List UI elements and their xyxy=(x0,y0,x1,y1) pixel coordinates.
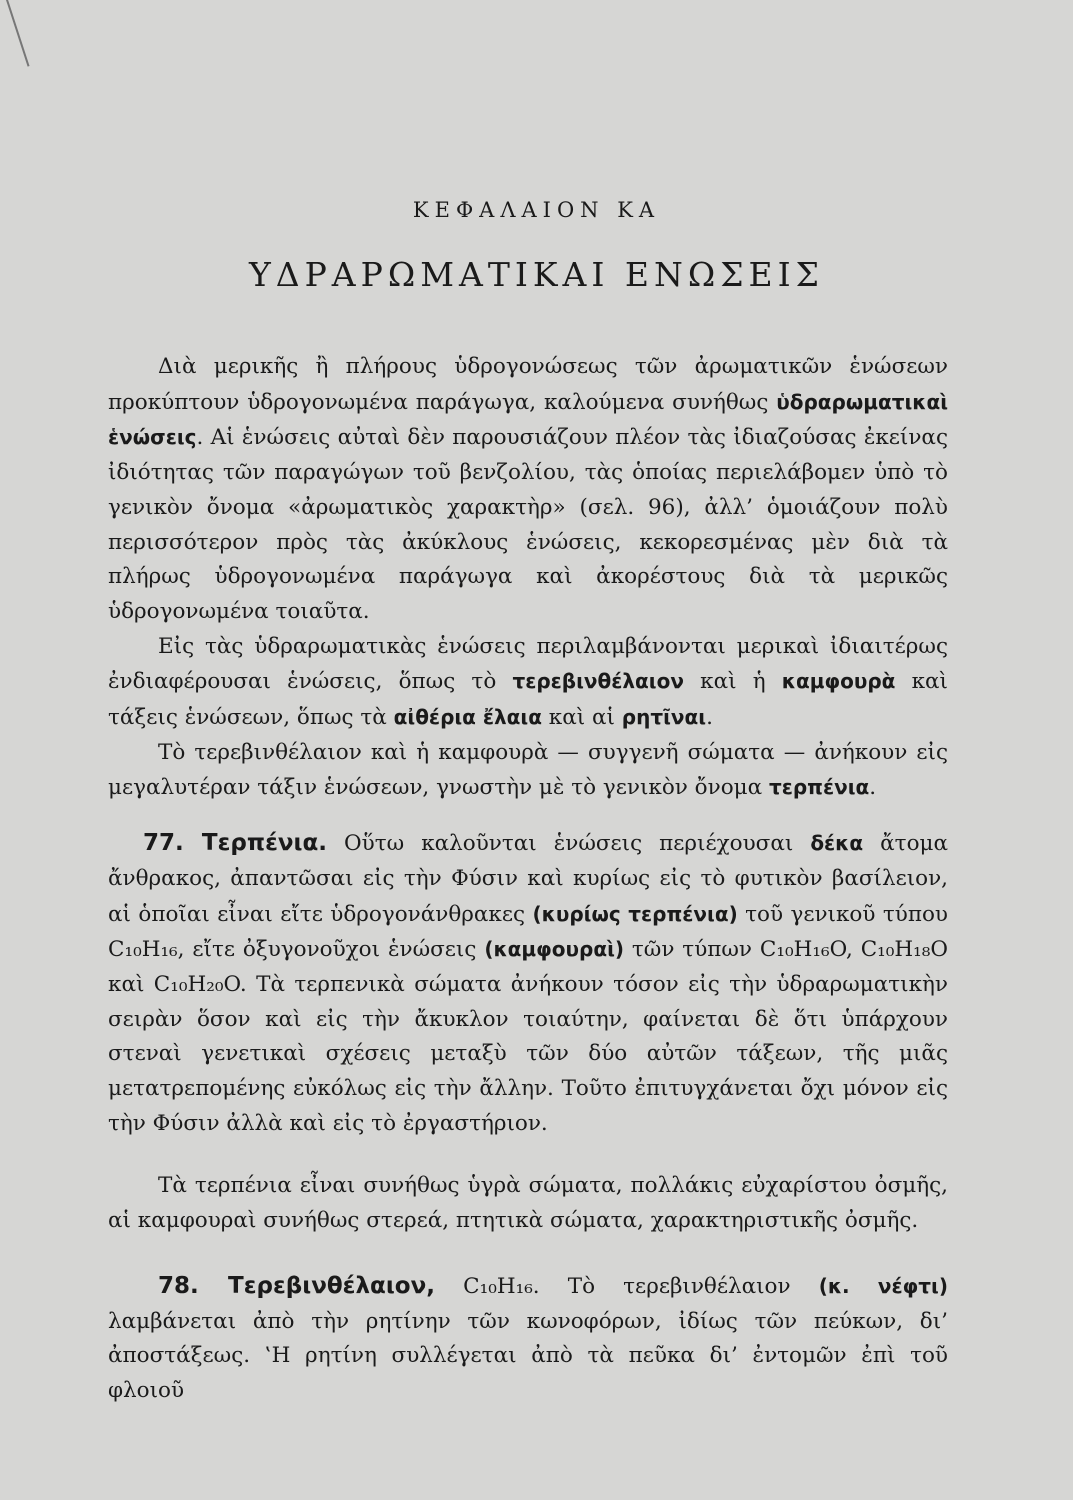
paragraph-terpenes-intro: Τὸ τερεβινθέλαιον καὶ ἡ καμφουρὰ — συγγενῆ σώματα — ἀνήκουν εἰς μεγαλυτέραν τάξιν ἑνώσεων, γνωστὴν μὲ τὸ γενικὸν ὄνομα τερπένια. xyxy=(108,739,948,801)
term-terpenes: τερπένια xyxy=(768,775,870,800)
section-78-heading: 78. Τερεβινθέλαιον, xyxy=(158,1272,436,1299)
binding-edge xyxy=(6,0,30,67)
body-text xyxy=(108,350,948,1409)
chapter-title: ΥΔΡΑΡΩΜΑΤΙΚΑΙ ΕΝΩΣΕΙΣ xyxy=(248,255,824,294)
section-77-heading: 77. Τερπένια. xyxy=(143,830,328,857)
section-77: 77. Τερπένια. Οὕτω καλοῦνται ἑνώσεις περιέχουσαι δέκα ἄτομα ἄνθρακος, ἀπαντῶσαι εἰς τὴν Φύσιν καὶ κυρίως εἰς τὸ φυτικὸν βασίλειον, αἱ ὁποῖαι εἶναι εἴτε ὑδρογονάνθρακες (κυρίως τερπένια) τοῦ γενικοῦ τύπου C₁₀H₁₆, εἴτε ὀξυγονοῦχοι ἑνώσεις (καμφουραὶ) τῶν τύπων C₁₀H₁₆O, C₁₀H₁₈O καὶ C₁₀H₂₀O. Τὰ τερπενικὰ σώματα ἀνήκουν τόσον εἰς τὴν ὑδραρωματικὴν σειρὰν ὅσον καὶ εἰς τὴν ἄκυκλον τοιαύτην, φαίνεται δὲ ὅτι ὑπάρχουν στεναὶ γενετικαὶ σχέσεις μεταξὺ τῶν δύο αὐτῶν τάξεων, τῆς μιᾶς μετατρεπομένης εὐκόλως εἰς τὴν ἄλλην. Τοῦτο ἐπιτυγχάνεται ὄχι μόνον εἰς τὴν Φύσιν ἀλλὰ καὶ εἰς τὸ ἐργαστήριον. xyxy=(108,830,949,1136)
section-78: 78. Τερεβινθέλαιον, C₁₀H₁₆. Τὸ τερεβινθέλαιον (κ. νέφτι) λαμβάνεται ἀπὸ τὴν ρητίνην τῶν κωνοφόρων, ἰδίως τῶν πεύκων, δι’ ἀποστάξεως. ‛Η ρητίνη συλλέγεται ἀπὸ τὰ πεῦκα δι’ ἐντομῶν ἐπὶ τοῦ φλοιοῦ xyxy=(108,1272,948,1403)
paragraph-classes: Εἰς τὰς ὑδραρωματικὰς ἑνώσεις περιλαμβάνονται μερικαὶ ἰδιαιτέρως ἐνδιαφέρουσαι ἑνώσεις, ὅπως τὸ τερεβινθέλαιον καὶ ἡ καμφουρὰ καὶ τάξεις ἑνώσεων, ὅπως τὰ αἰθέρια ἔλαια καὶ αἱ ρητῖναι. xyxy=(108,633,948,731)
term-essential-oils: αἰθέρια ἔλαια xyxy=(393,705,542,730)
paragraph-properties: Τὰ τερπένια εἶναι συνήθως ὑγρὰ σώματα, πολλάκις εὐχαρίστου ὀσμῆς, αἱ καμφουραὶ συνήθως στερεά, πτητικὰ σώματα, χαρακτηριστικῆς ὀσμῆς. xyxy=(108,1173,948,1234)
term-camphor: καμφουρὰ xyxy=(781,669,896,694)
paragraph-intro: Διὰ μερικῆς ἢ πλήρους ὑδρογονώσεως τῶν ἀρωματικῶν ἑνώσεων προκύπτουν ὑδρογονωμένα παράγωγα, καλούμενα συνήθως ὑδραρωματικαὶ ἑνώσεις. Αἱ ἑνώσεις αὐταὶ δὲν παρουσιάζουν πλέον τὰς ἰδιαζούσας ἐκείνας ἰδιότητας τῶν παραγώγων τοῦ βενζολίου, τὰς ὁποίας περιελάβομεν ὑπὸ τὸ γενικὸν ὄνομα «ἀρωματικὸς χαρακτὴρ» (σελ. 96), ἀλλ’ ὁμοιάζουν πολὺ περισσότερον πρὸς τὰς ἀκύκλους ἑνώσεις, κεκορεσμένας μὲν διὰ τὰ πλήρως ὑδρογονωμένα παράγωγα καὶ ἀκορέστους διὰ τὰ μερικῶς ὑδρογονωμένα τοιαῦτα. xyxy=(108,354,948,624)
term-hydroaromatic: ὑδραρωματικαὶ ἑνώσεις xyxy=(108,389,948,450)
chapter-label: ΚΕΦΑΛΑΙΟΝ ΚΑ xyxy=(412,198,661,222)
term-turpentine: τερεβινθέλαιον xyxy=(512,669,684,694)
term-resins: ρητῖναι xyxy=(621,705,707,730)
